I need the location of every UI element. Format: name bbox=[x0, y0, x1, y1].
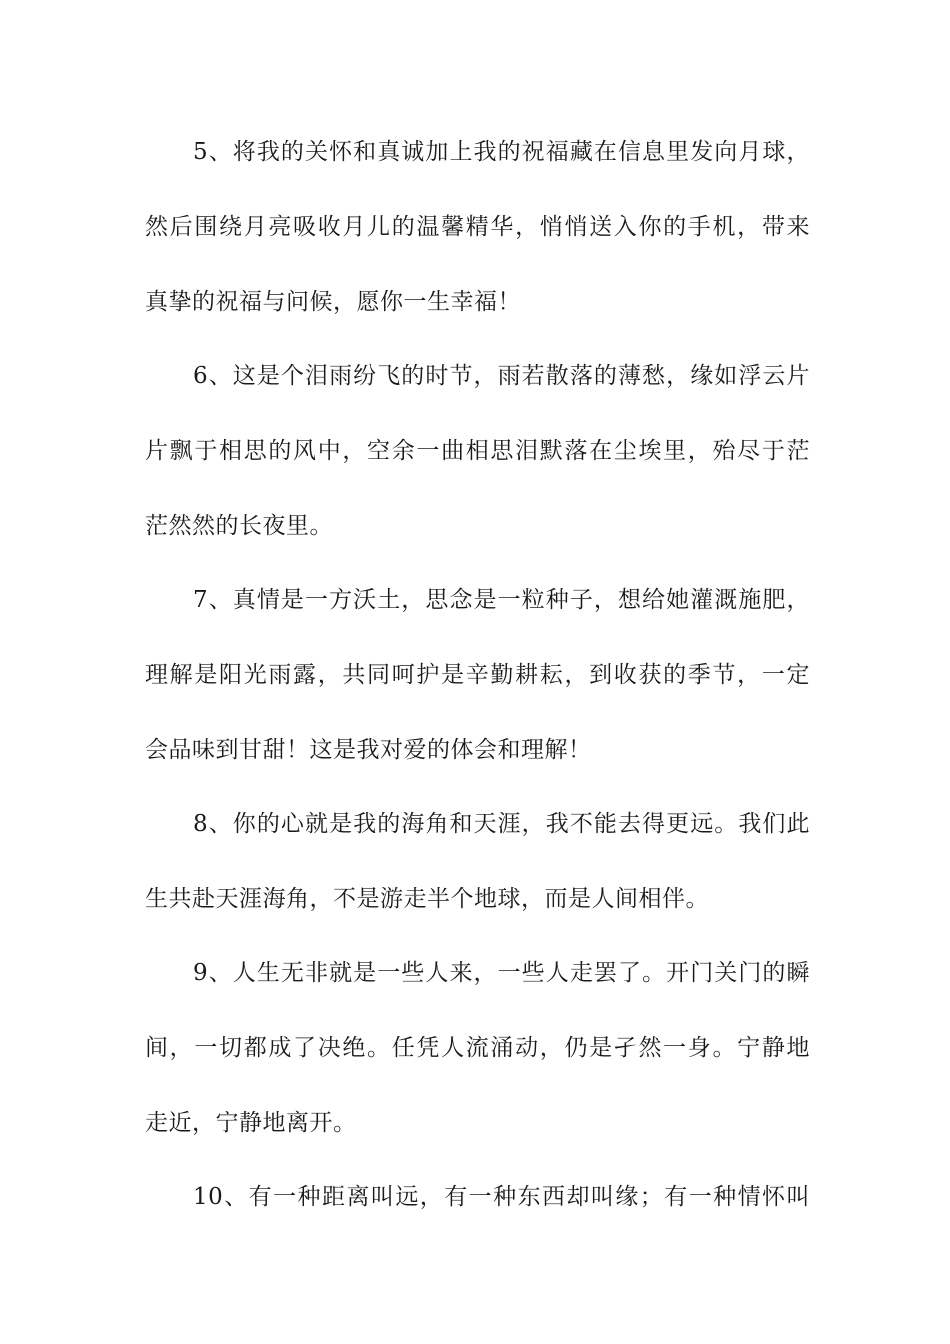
paragraph-6-line-1: 6、这是个泪雨纷飞的时节，雨若散落的薄愁，缘如浮云片 bbox=[193, 363, 810, 389]
paragraph-6-line-2: 片飘于相思的风中，空余一曲相思泪默落在尘埃里，殆尽于茫 bbox=[145, 438, 810, 464]
paragraph-5-line-3: 真挚的祝福与问候，愿你一生幸福！ bbox=[145, 289, 521, 315]
paragraph-9-line-2: 间，一切都成了决绝。任凭人流涌动，仍是孑然一身。宁静地 bbox=[145, 1035, 810, 1061]
paragraph-7-line-1: 7、真情是一方沃土，思念是一粒种子，想给她灌溉施肥， bbox=[193, 587, 810, 613]
paragraph-8-line-1: 8、你的心就是我的海角和天涯，我不能去得更远。我们此 bbox=[193, 811, 810, 837]
paragraph-7-line-3: 会品味到甘甜！这是我对爱的体会和理解！ bbox=[145, 737, 592, 763]
paragraph-5-line-1: 5、将我的关怀和真诚加上我的祝福藏在信息里发向月球， bbox=[193, 139, 810, 165]
paragraph-6-line-3: 茫然然的长夜里。 bbox=[145, 513, 333, 539]
paragraph-8-line-2: 生共赴天涯海角，不是游走半个地球，而是人间相伴。 bbox=[145, 886, 709, 912]
paragraph-5-line-2: 然后围绕月亮吸收月儿的温馨精华，悄悄送入你的手机，带来 bbox=[145, 214, 810, 240]
paragraph-10-line-1: 10、有一种距离叫远，有一种东西却叫缘；有一种情怀叫 bbox=[193, 1184, 810, 1210]
paragraph-9-line-1: 9、人生无非就是一些人来，一些人走罢了。开门关门的瞬 bbox=[193, 960, 810, 986]
paragraph-9-line-3: 走近，宁静地离开。 bbox=[145, 1110, 357, 1136]
paragraph-7-line-2: 理解是阳光雨露，共同呵护是辛勤耕耘，到收获的季节，一定 bbox=[145, 662, 810, 688]
